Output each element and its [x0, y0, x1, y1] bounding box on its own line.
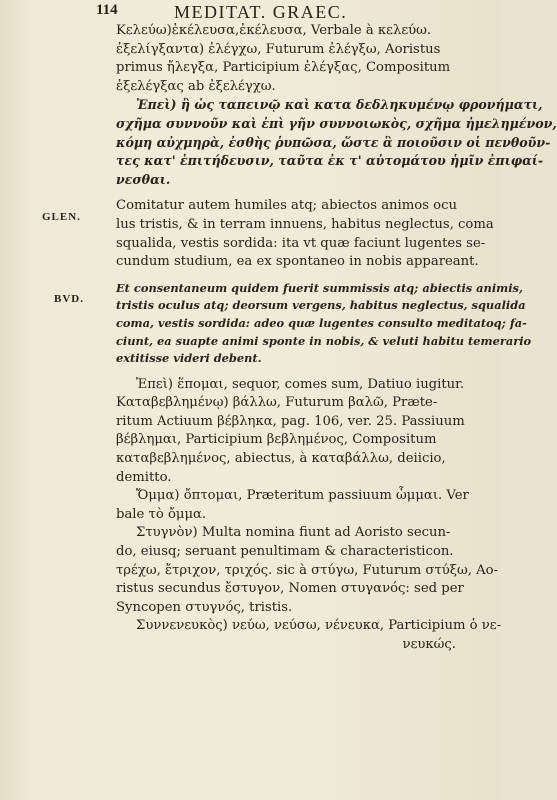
text-line: Ὄμμα) ὄπτομαι, Præteritum passiuum ὦμμαι. Ver [136, 488, 469, 504]
text-line: Et consentaneum quidem fuerit summissis atq; abiectis animis, [116, 280, 523, 295]
text-line: Comitatur autem humiles atq; abiectos animos ocu [116, 198, 457, 214]
text-line: primus ἤλεγξα, Participium ἐλέγξας, Compositum [116, 60, 451, 76]
text-line: Ἐπεὶ) ἕπομαι, sequor, comes sum, Datiuo iugitur. [136, 376, 465, 392]
text-line: tristis oculus atq; deorsum vergens, habitus neglectus, squalida [116, 298, 526, 313]
paragraph-synneneukos [116, 617, 502, 654]
paragraph-hepomai [116, 376, 466, 488]
paragraph-keleuo [116, 22, 466, 96]
text-line: do, eiusq; seruant penultimam & characteristicon. [116, 544, 454, 560]
text-line: Συννενευκὸς) νεύω, νεύσω, νένευκα, Participium ὁ νε- [136, 618, 502, 634]
text-line: ritum Actiuum βέβληκα, pag. 106, ver. 25. Passiuum [116, 413, 465, 429]
text-line: βέβλημαι, Participium βεβλημένος, Compositum [116, 432, 437, 448]
text-line: νεσθαι. [116, 171, 171, 187]
paragraph-glen-translation [116, 197, 494, 271]
margin-note-glen: GLEN. [42, 211, 81, 223]
text-line: lus tristis, & in terram innuens, habitus neglectus, coma [116, 216, 494, 232]
page-body [116, 22, 557, 655]
text-line: σχῆμα συννοῦν καὶ ἐπὶ γῆν συννοιωκὸς, σχῆμα ἠμελημένον, [116, 115, 557, 131]
running-header [96, 2, 404, 24]
text-line: κόμη αὐχμηρὰ, ἐσθὴς ῥυπῶσα, ὥστε ἃ ποιοῦσιν οἱ πενθοῦν- [116, 134, 551, 150]
paragraph-bud-translation [116, 280, 532, 368]
text-line: Καταβεβλημένῳ) βάλλω, Futurum βαλῶ, Præte- [116, 395, 438, 411]
text-line: cundum studium, ea ex spontaneo in nobis appareant. [116, 254, 479, 270]
paragraph-stygnon [116, 524, 499, 617]
text-line: Στυγνὸν) Multa nomina fiunt ad Aoristo secun- [136, 525, 451, 541]
text-line: extitisse videri debent. [116, 351, 262, 366]
text-line: νευκώς. [402, 637, 456, 652]
running-title: MEDITAT. GRAEC. [174, 2, 348, 22]
paragraph-omma [116, 487, 469, 524]
paragraph-greek-quote [116, 96, 557, 189]
text-line: τρέχω, ἔτριχον, τριχός. sic à στύγω, Futurum στύξω, Ao- [116, 562, 499, 578]
text-line: bale τὸ ὄμμα. [116, 506, 207, 522]
page-number: 114 [96, 2, 118, 18]
text-line: demitto. [116, 469, 172, 485]
text-line: Κελεύω)ἐκέλευσα,ἐκέλευσα, Verbale à κελεύω. [116, 23, 432, 38]
text-line: ἐξελίγξαντα) ἐλέγχω, Futurum ἐλέγξω, Aoristus [116, 41, 441, 57]
text-line: Ἐπεὶ) ἢ ὡς ταπεινῷ καὶ κατα δεδληκυμένῳ φρονήματι, [136, 97, 543, 113]
text-line: coma, vestis sordida: adeo quæ lugentes consulto meditatoq; fa- [116, 315, 527, 330]
text-line: ciunt, ea suapte animi sponte in nobis, & veluti habitu temerario [116, 333, 532, 348]
text-line: τες κατ' ἐπιτήδευσιν, ταῦτα ἐκ τ' αὐτομάτου ἡμῖν ἐπιφαί- [116, 153, 544, 169]
text-line: ristus secundus ἔστυγον, Nomen στυγανός: sed per [116, 581, 464, 597]
text-line: καταβεβλημένος, abiectus, à καταβάλλω, deiicio, [116, 451, 446, 467]
text-line: ἐξελέγξας ab ἐξελέγχω. [116, 78, 276, 94]
text-line: Syncopen στυγνός, tristis. [116, 599, 293, 615]
text-line: squalida, vestis sordida: ita vt quæ faciunt lugentes se- [116, 235, 486, 251]
margin-note-bud: BVD. [54, 293, 84, 305]
